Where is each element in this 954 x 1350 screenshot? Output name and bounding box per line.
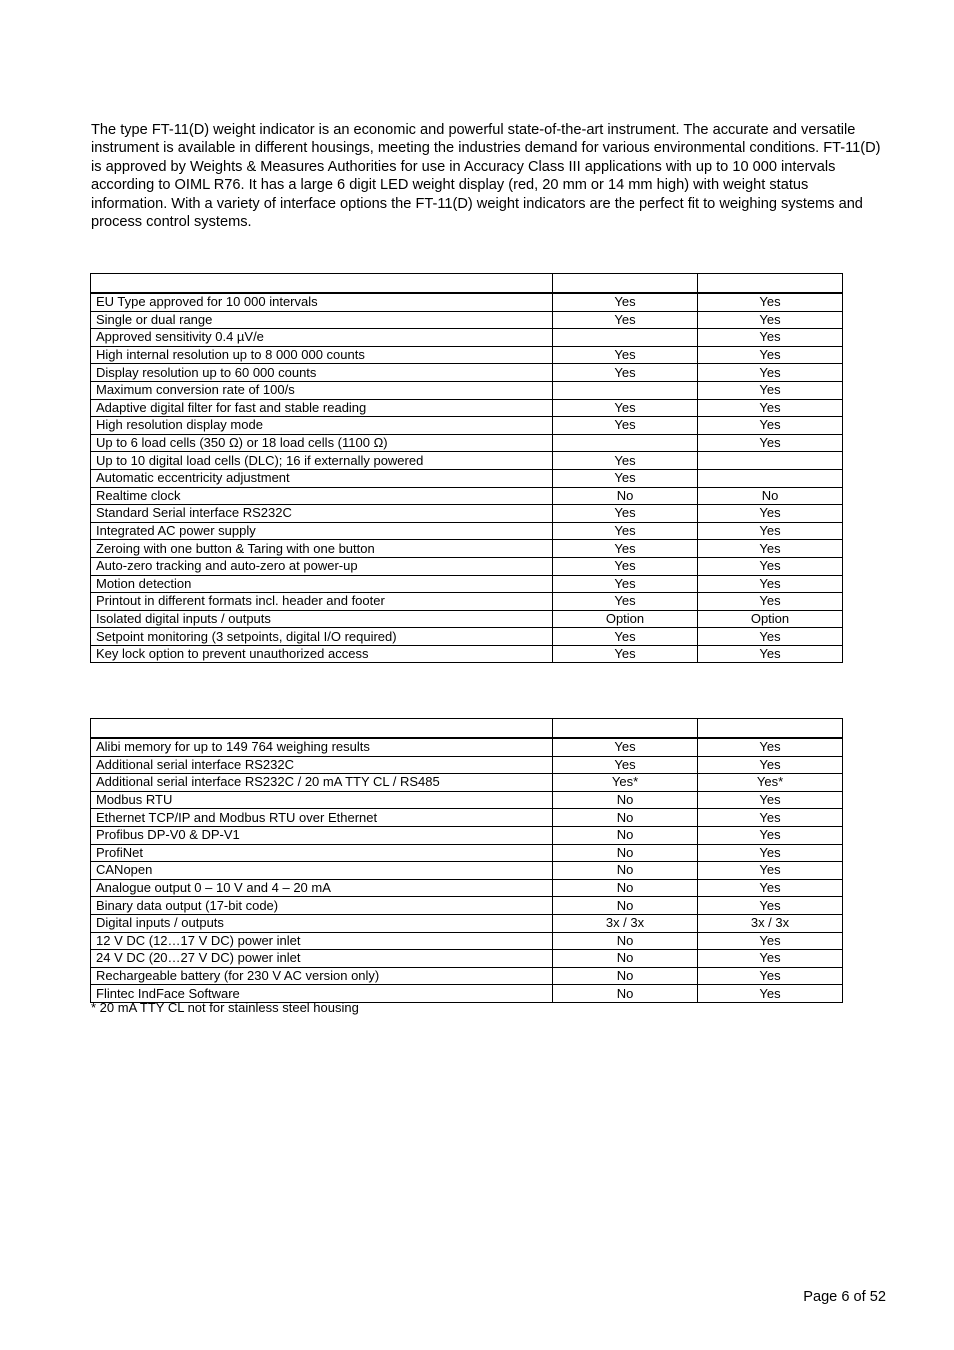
value-cell: Yes (698, 522, 843, 540)
header-cell (698, 719, 843, 739)
value-cell: Yes (698, 311, 843, 329)
feature-cell: Binary data output (17-bit code) (91, 897, 553, 915)
table-header-row (91, 719, 843, 739)
value-cell: Yes (698, 329, 843, 347)
table-row (91, 593, 843, 611)
value-cell: Yes (698, 293, 843, 311)
table-row (91, 522, 843, 540)
value-cell: Yes (698, 557, 843, 575)
intro-paragraph: The type FT-11(D) weight indicator is an economic and powerful state-of-the-art instrument. The accurate and versatile instrument is available in different housings, meeting the industries demand for various environmental conditions. FT-11(D) is approved by Weights & Measures Authorities for use in Accuracy Class III applications with up to 10 000 intervals according to OIML R76. It has a large 6 digit LED weight display (red, 20 mm or 14 mm high) with weight status information. With a variety of interface options the FT-11(D) weight indicators are the perfect fit to weighing systems and process control systems. (91, 122, 881, 231)
footnote: * 20 mA TTY CL not for stainless steel housing (91, 1000, 359, 1015)
value-cell: Yes (698, 346, 843, 364)
table-row (91, 610, 843, 628)
value-cell: Yes (698, 791, 843, 809)
value-cell: Option (698, 610, 843, 628)
feature-cell: Display resolution up to 60 000 counts (91, 364, 553, 382)
value-cell: Yes (698, 756, 843, 774)
value-cell: Yes (698, 738, 843, 756)
table-row (91, 879, 843, 897)
value-cell: No (553, 487, 698, 505)
feature-cell: 24 V DC (20…27 V DC) power inlet (91, 950, 553, 968)
value-cell: Yes (698, 381, 843, 399)
table-row (91, 329, 843, 347)
value-cell (698, 452, 843, 470)
feature-cell: Single or dual range (91, 311, 553, 329)
feature-cell: Additional serial interface RS232C / 20 mA TTY CL / RS485 (91, 774, 553, 792)
value-cell: Yes (698, 932, 843, 950)
feature-cell: High resolution display mode (91, 417, 553, 435)
table-row (91, 452, 843, 470)
value-cell: No (698, 487, 843, 505)
value-cell: Yes (698, 950, 843, 968)
feature-cell: Integrated AC power supply (91, 522, 553, 540)
feature-cell: 12 V DC (12…17 V DC) power inlet (91, 932, 553, 950)
page-number: Page 6 of 52 (803, 1289, 886, 1305)
header-cell (698, 274, 843, 294)
value-cell: Yes (553, 593, 698, 611)
feature-cell: Adaptive digital filter for fast and stable reading (91, 399, 553, 417)
feature-cell: Isolated digital inputs / outputs (91, 610, 553, 628)
value-cell: Yes (553, 311, 698, 329)
value-cell: Yes (553, 756, 698, 774)
table-row (91, 791, 843, 809)
feature-cell: Alibi memory for up to 149 764 weighing results (91, 738, 553, 756)
table-row (91, 774, 843, 792)
value-cell: Yes (698, 645, 843, 663)
value-cell: Yes (553, 575, 698, 593)
value-cell (553, 434, 698, 452)
table-row (91, 399, 843, 417)
table-row (91, 950, 843, 968)
value-cell: Option (553, 610, 698, 628)
value-cell: No (553, 844, 698, 862)
value-cell: Yes (698, 844, 843, 862)
value-cell: Yes (698, 540, 843, 558)
feature-cell: Flintec IndFace Software (91, 985, 553, 1003)
table-row (91, 628, 843, 646)
feature-cell: Realtime clock (91, 487, 553, 505)
feature-cell: Motion detection (91, 575, 553, 593)
value-cell: Yes (553, 628, 698, 646)
feature-cell: Modbus RTU (91, 791, 553, 809)
value-cell: Yes (698, 809, 843, 827)
feature-cell: Key lock option to prevent unauthorized access (91, 645, 553, 663)
table-row (91, 469, 843, 487)
table-row (91, 809, 843, 827)
table-row (91, 738, 843, 756)
table-row (91, 434, 843, 452)
value-cell: Yes (553, 738, 698, 756)
options-table (90, 718, 843, 1003)
value-cell: No (553, 879, 698, 897)
value-cell: Yes (698, 985, 843, 1003)
feature-cell: Maximum conversion rate of 100/s (91, 381, 553, 399)
table-row (91, 645, 843, 663)
value-cell: No (553, 967, 698, 985)
feature-cell: CANopen (91, 862, 553, 880)
table-row (91, 897, 843, 915)
value-cell: No (553, 897, 698, 915)
feature-cell: EU Type approved for 10 000 intervals (91, 293, 553, 311)
value-cell: Yes (698, 862, 843, 880)
table-row (91, 826, 843, 844)
value-cell: 3x / 3x (698, 914, 843, 932)
table-row (91, 932, 843, 950)
feature-cell: Auto-zero tracking and auto-zero at power-up (91, 557, 553, 575)
value-cell: No (553, 950, 698, 968)
value-cell: Yes (553, 399, 698, 417)
table-row (91, 844, 843, 862)
value-cell: Yes (698, 399, 843, 417)
header-cell (553, 274, 698, 294)
table-row (91, 967, 843, 985)
feature-cell: Standard Serial interface RS232C (91, 505, 553, 523)
value-cell (553, 329, 698, 347)
value-cell: Yes (698, 434, 843, 452)
table-row (91, 540, 843, 558)
table-header-row (91, 274, 843, 294)
table-row (91, 293, 843, 311)
value-cell: Yes (698, 575, 843, 593)
value-cell: Yes (553, 293, 698, 311)
feature-cell: Additional serial interface RS232C (91, 756, 553, 774)
value-cell: Yes (553, 417, 698, 435)
feature-cell: Automatic eccentricity adjustment (91, 469, 553, 487)
value-cell: Yes (698, 967, 843, 985)
feature-cell: Zeroing with one button & Taring with one button (91, 540, 553, 558)
value-cell: Yes (698, 417, 843, 435)
table-row (91, 505, 843, 523)
feature-cell: Up to 6 load cells (350 Ω) or 18 load cells (1100 Ω) (91, 434, 553, 452)
feature-cell: High internal resolution up to 8 000 000 counts (91, 346, 553, 364)
table-row (91, 914, 843, 932)
header-cell (91, 719, 553, 739)
feature-cell: Profibus DP-V0 & DP-V1 (91, 826, 553, 844)
table-row (91, 311, 843, 329)
value-cell: Yes (553, 452, 698, 470)
feature-cell: Ethernet TCP/IP and Modbus RTU over Ethernet (91, 809, 553, 827)
feature-cell: ProfiNet (91, 844, 553, 862)
value-cell: Yes (698, 593, 843, 611)
value-cell: Yes (553, 557, 698, 575)
value-cell: Yes (698, 628, 843, 646)
table-row (91, 487, 843, 505)
value-cell: No (553, 826, 698, 844)
standard-features-table (90, 273, 843, 663)
value-cell: Yes (553, 346, 698, 364)
feature-cell: Setpoint monitoring (3 setpoints, digital I/O required) (91, 628, 553, 646)
value-cell (698, 469, 843, 487)
value-cell: Yes (553, 540, 698, 558)
table-row (91, 575, 843, 593)
table-row (91, 557, 843, 575)
value-cell: Yes (698, 879, 843, 897)
value-cell: Yes (553, 505, 698, 523)
value-cell: Yes (698, 505, 843, 523)
feature-cell: Rechargeable battery (for 230 V AC version only) (91, 967, 553, 985)
value-cell (553, 381, 698, 399)
value-cell: No (553, 932, 698, 950)
feature-cell: Approved sensitivity 0.4 µV/e (91, 329, 553, 347)
header-cell (91, 274, 553, 294)
value-cell: Yes* (553, 774, 698, 792)
value-cell: Yes (698, 826, 843, 844)
value-cell: Yes (553, 469, 698, 487)
value-cell: 3x / 3x (553, 914, 698, 932)
feature-cell: Printout in different formats incl. header and footer (91, 593, 553, 611)
value-cell: No (553, 791, 698, 809)
header-cell (553, 719, 698, 739)
table-row (91, 364, 843, 382)
value-cell: Yes (698, 364, 843, 382)
value-cell: No (553, 862, 698, 880)
table-row (91, 381, 843, 399)
table-row (91, 862, 843, 880)
value-cell: No (553, 985, 698, 1003)
value-cell: No (553, 809, 698, 827)
value-cell: Yes (553, 645, 698, 663)
value-cell: Yes (553, 522, 698, 540)
table-row (91, 756, 843, 774)
feature-cell: Up to 10 digital load cells (DLC); 16 if externally powered (91, 452, 553, 470)
value-cell: Yes (698, 897, 843, 915)
value-cell: Yes* (698, 774, 843, 792)
feature-cell: Analogue output 0 – 10 V and 4 – 20 mA (91, 879, 553, 897)
value-cell: Yes (553, 364, 698, 382)
feature-cell: Digital inputs / outputs (91, 914, 553, 932)
table-row (91, 417, 843, 435)
table-row (91, 346, 843, 364)
